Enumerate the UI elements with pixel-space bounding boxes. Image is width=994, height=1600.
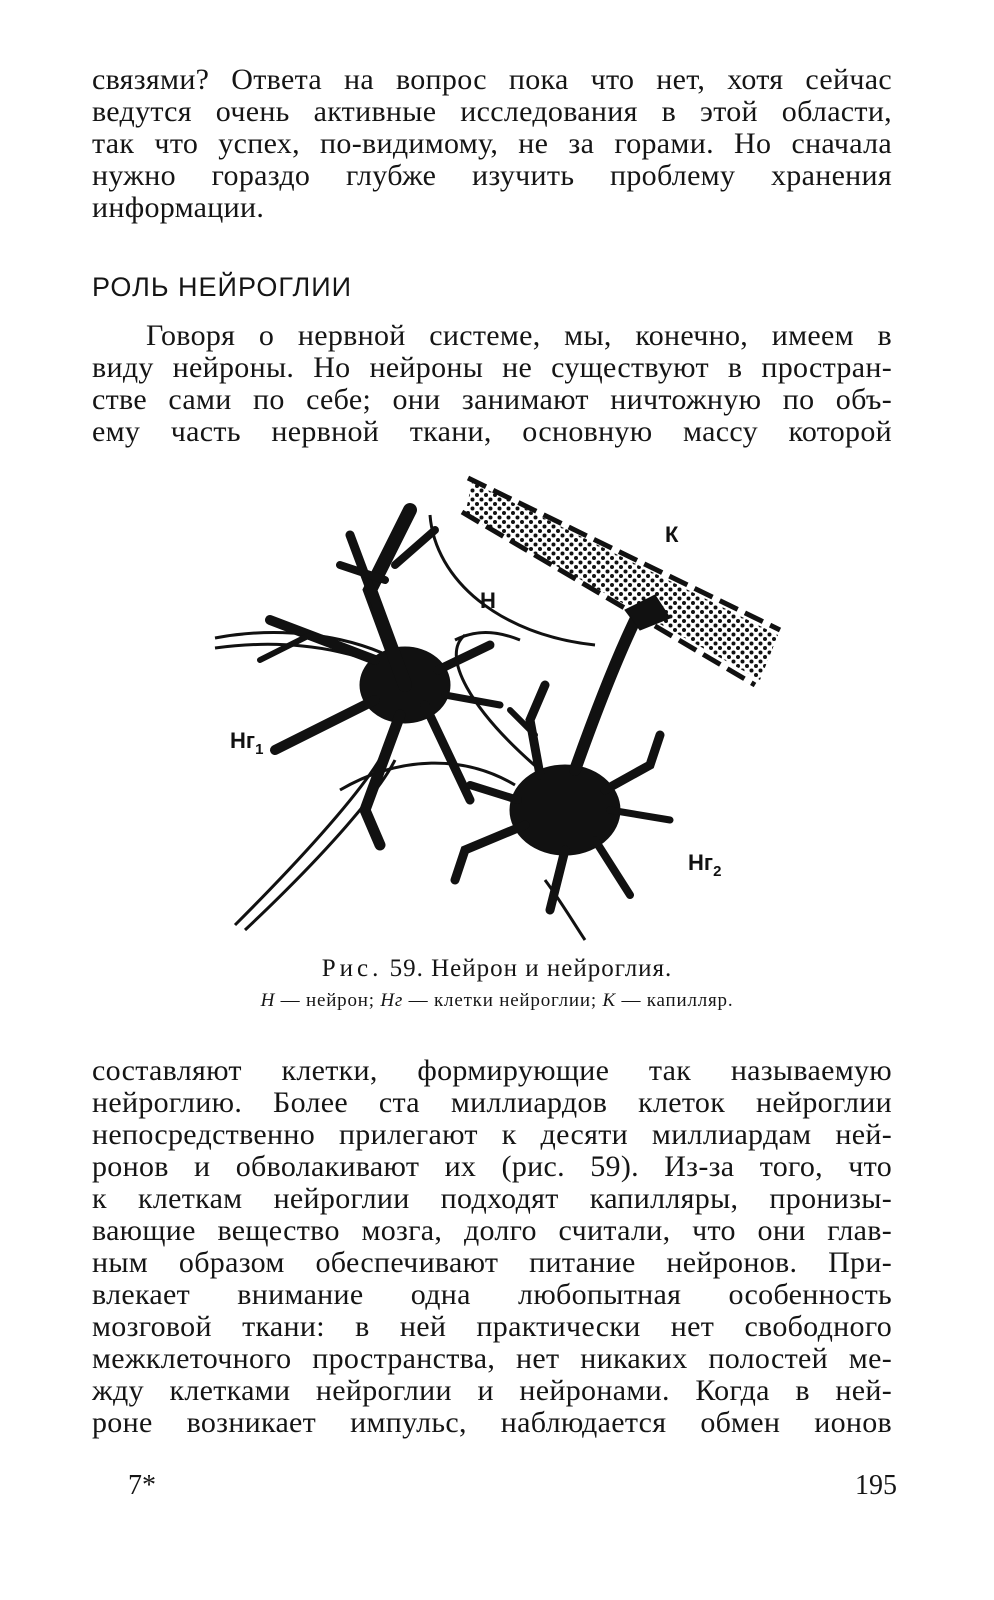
glia-cell-1-illustration	[260, 510, 500, 845]
figure-legend	[0, 990, 994, 1012]
text-line: непосредственно прилегают к десяти миллиардам ней-	[92, 1118, 892, 1151]
glia-2-label-subscript: 2	[713, 863, 722, 880]
text-line: стве сами по себе; они занимают ничтожную по объ-	[92, 383, 892, 416]
printer-signature: 7*	[128, 1470, 156, 1501]
legend-neuron-text: — нейрон;	[275, 990, 381, 1011]
paragraph-top	[92, 64, 892, 224]
legend-neuron-symbol: Н	[260, 990, 276, 1011]
text-line: так что успех, по-видимому, не за горами. Но сначала	[92, 127, 892, 160]
text-line: влекает внимание одна любопытная особенность	[92, 1278, 892, 1311]
text-line: к клеткам нейроглии подходят капилляры, пронизы-	[92, 1182, 892, 1215]
text-line: ведутся очень активные исследования в этой области,	[92, 95, 892, 128]
paragraph-main	[92, 1055, 892, 1439]
text-line: нейроглию. Более ста миллиардов клеток нейроглии	[92, 1086, 892, 1119]
legend-glia-symbol: Нг	[380, 990, 404, 1011]
text-line: Говоря о нервной системе, мы, конечно, имеем в	[146, 319, 892, 352]
text-line: мозговой ткани: в ней практически нет свободного	[92, 1310, 892, 1343]
glia-1-label-subscript: 1	[255, 741, 264, 758]
text-line: жду клетками нейроглии и нейронами. Когда в ней-	[92, 1374, 892, 1407]
neuron-label: Н	[480, 588, 496, 613]
page-number: 195	[855, 1470, 897, 1501]
text-line: ным образом обеспечивают питание нейронов. При-	[92, 1246, 892, 1279]
legend-glia-text: — клетки нейроглии;	[403, 990, 603, 1011]
neuron-glia-figure	[200, 470, 800, 950]
text-line: нужно гораздо глубже изучить проблему хранения	[92, 159, 892, 192]
legend-capillary-text: — капилляр.	[615, 990, 734, 1011]
caption-text: 59. Нейрон и нейроглия.	[389, 955, 673, 982]
glia-1-label	[230, 728, 263, 758]
section-heading: РОЛЬ НЕЙРОГЛИИ	[92, 272, 353, 302]
text-line: виду нейроны. Но нейроны не существуют в простран-	[92, 351, 892, 384]
glia-2-label-main: Нг	[688, 850, 714, 875]
text-line: межклеточного пространства, нет никаких полостей ме-	[92, 1342, 892, 1375]
legend-capillary-symbol: К	[602, 990, 616, 1011]
capillary-label: К	[665, 522, 679, 547]
paragraph-intro	[92, 320, 892, 448]
glia-2-label	[688, 850, 721, 880]
text-line: ронов и обволакивают их (рис. 59). Из-за того, что	[92, 1150, 892, 1183]
text-line: составляют клетки, формирующие так называемую	[92, 1054, 892, 1087]
text-line: роне возникает импульс, наблюдается обмен ионов	[92, 1406, 892, 1439]
text-line: ему часть нервной ткани, основную массу которой	[92, 415, 892, 448]
caption-prefix: Рис.	[321, 955, 383, 982]
text-line: связями? Ответа на вопрос пока что нет, хотя сейчас	[92, 63, 892, 96]
figure-caption	[0, 955, 994, 983]
glia-1-label-main: Нг	[230, 728, 256, 753]
text-line: вающие вещество мозга, долго считали, что они глав-	[92, 1214, 892, 1247]
text-line: информации.	[92, 191, 265, 224]
